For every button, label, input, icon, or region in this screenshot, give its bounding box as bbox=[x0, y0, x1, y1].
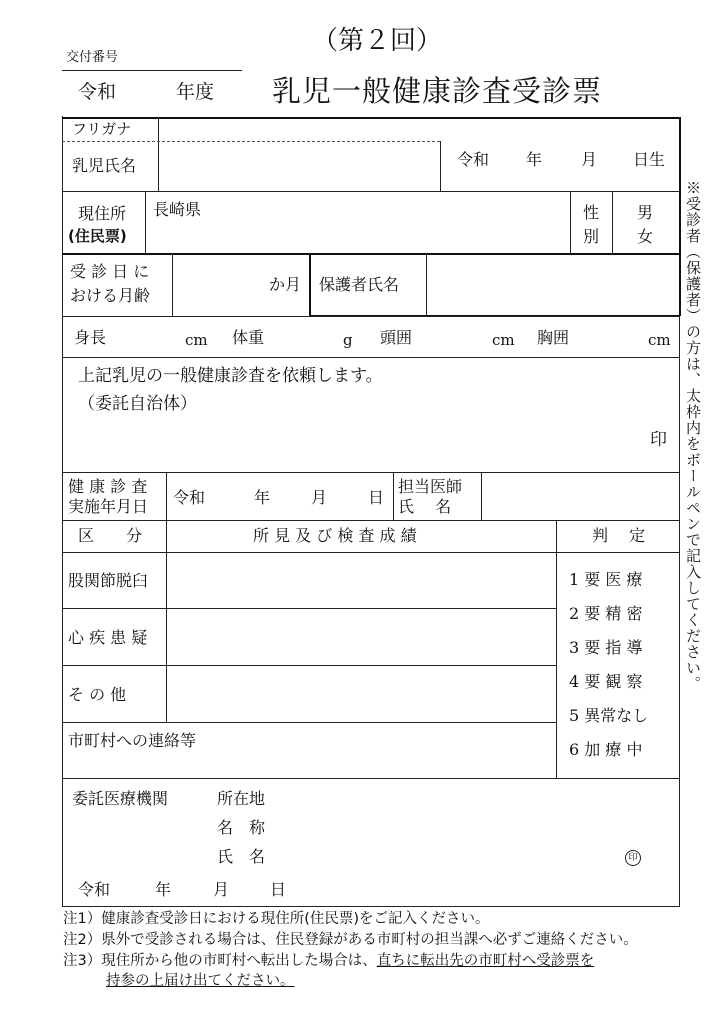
furigana-label: フリガナ bbox=[72, 120, 132, 138]
thick-right-border-1 bbox=[679, 117, 681, 254]
institution-label: 委託医療機関 bbox=[72, 789, 169, 808]
thick-top-border bbox=[62, 117, 680, 119]
sex-option-male[interactable]: 男 bbox=[637, 203, 654, 222]
round-label: （第２回） bbox=[312, 26, 443, 56]
institution-date-era: 令和 bbox=[78, 880, 111, 899]
form-right-border bbox=[679, 316, 680, 906]
municipality-seal-mark: 印 bbox=[650, 430, 667, 450]
doctor-label-top: 担当医師 bbox=[398, 477, 463, 496]
fiscal-year-era: 令和 bbox=[78, 81, 117, 103]
infant-name-label: 乳児氏名 bbox=[72, 156, 137, 175]
birth-year-label: 年 bbox=[526, 150, 543, 169]
exam-date-era: 令和 bbox=[173, 488, 206, 507]
birth-day-label: 日生 bbox=[633, 150, 666, 169]
footnote-1: 注1）健康診査受診日における現住所(住民票)をご記入ください。 bbox=[63, 911, 490, 927]
institution-date-month: 月 bbox=[213, 880, 230, 899]
institution-address-label: 所在地 bbox=[217, 789, 266, 808]
address-label: 現住所 bbox=[78, 204, 127, 223]
exam-date-label-bottom: 実施年月日 bbox=[68, 497, 149, 516]
exam-date-day: 日 bbox=[368, 488, 385, 507]
ballpoint-instruction-note: ※受診者（保護者）の方は、太枠内をボールペンで記入してください。 bbox=[684, 180, 702, 692]
sex-label-top: 性 bbox=[583, 203, 600, 222]
doctor-label-bottom: 氏 名 bbox=[398, 497, 452, 516]
address-label-resident: (住民票) bbox=[68, 227, 127, 245]
sex-label-bottom: 別 bbox=[583, 227, 600, 246]
height-label: 身長 bbox=[74, 328, 107, 347]
column-judgement: 判 定 bbox=[592, 526, 646, 545]
furigana-dashed-line bbox=[62, 141, 440, 142]
birth-month-label: 月 bbox=[581, 150, 598, 169]
institution-name-label: 名 称 bbox=[217, 818, 266, 837]
judgement-option[interactable]: 3 要 指 導 bbox=[569, 638, 643, 657]
institution-date-year: 年 bbox=[155, 880, 172, 899]
chest-circumference-unit: cm bbox=[648, 331, 671, 349]
age-label-bottom: おける月齢 bbox=[70, 286, 151, 305]
exam-date-label-top: 健 康 診 査 bbox=[68, 477, 148, 496]
age-label-top: 受 診 日 に bbox=[70, 262, 150, 281]
issue-number-label: 交付番号 bbox=[66, 50, 119, 65]
column-category: 区 分 bbox=[78, 526, 143, 545]
chest-circumference-label: 胸囲 bbox=[537, 328, 570, 347]
request-text: 上記乳児の一般健康診査を依頼します。 bbox=[78, 366, 383, 386]
fiscal-year-label: 年度 bbox=[176, 81, 215, 103]
age-unit: か月 bbox=[269, 275, 302, 294]
birth-era: 令和 bbox=[457, 150, 490, 169]
head-circumference-label: 頭囲 bbox=[380, 328, 413, 347]
result-row-label: 心 疾 患 疑 bbox=[68, 628, 148, 647]
doctor-seal-mark: 印 bbox=[625, 850, 641, 866]
column-findings: 所 見 及 び 検 査 成 績 bbox=[253, 526, 417, 545]
footnote-2: 注2）県外で受診される場合は、住民登録がある市町村の担当課へ必ずご連絡ください。 bbox=[63, 932, 638, 948]
exam-date-year: 年 bbox=[254, 488, 271, 507]
municipal-contact-label: 市町村への連絡等 bbox=[68, 731, 197, 750]
institution-doctor-label: 氏 名 bbox=[217, 847, 266, 866]
form-left-border bbox=[62, 116, 63, 906]
result-row-label: そ の 他 bbox=[68, 685, 127, 704]
judgement-option[interactable]: 2 要 精 密 bbox=[569, 604, 643, 623]
form-title: 乳児一般健康診査受診票 bbox=[272, 74, 603, 108]
municipality-label: （委託自治体） bbox=[78, 394, 197, 414]
sex-option-female[interactable]: 女 bbox=[637, 227, 654, 246]
footnote-3: 注3）現住所から他の市町村へ転出した場合は、直ちに転出先の市町村へ受診票を bbox=[63, 953, 595, 969]
height-unit: cm bbox=[185, 331, 208, 349]
judgement-option[interactable]: 1 要 医 療 bbox=[569, 570, 643, 589]
weight-unit: g bbox=[343, 331, 353, 349]
form-bottom-border bbox=[62, 906, 680, 907]
footnote-3-continued: 持参の上届け出てください。 bbox=[106, 973, 295, 989]
issue-number-underline bbox=[62, 70, 242, 71]
weight-label: 体重 bbox=[232, 328, 265, 347]
judgement-option[interactable]: 4 要 観 察 bbox=[569, 672, 643, 691]
address-value: 長崎県 bbox=[153, 200, 202, 219]
head-circumference-unit: cm bbox=[492, 331, 515, 349]
judgement-option[interactable]: 6 加 療 中 bbox=[569, 740, 643, 759]
guardian-name-label: 保護者氏名 bbox=[319, 275, 400, 294]
judgement-option[interactable]: 5 異常なし bbox=[569, 706, 649, 725]
exam-date-month: 月 bbox=[311, 488, 328, 507]
institution-date-day: 日 bbox=[270, 880, 287, 899]
result-row-label: 股関節脱臼 bbox=[68, 571, 149, 590]
